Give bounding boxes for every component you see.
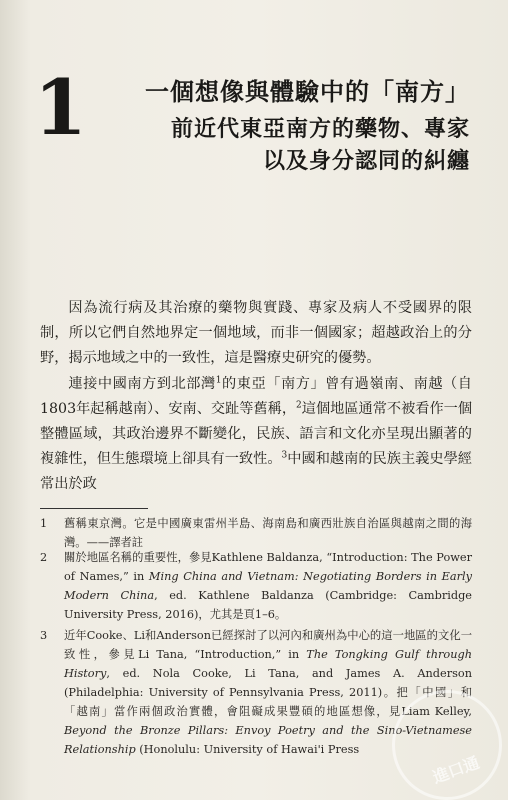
footnote-text (64, 548, 472, 624)
text-segment: (Honolulu: University of Hawai'i Press (135, 743, 360, 756)
text-segment: 的東亞「南方」曾有過嶺南、南越（自1803年起稱越南）、安南、交趾等舊稱， (40, 376, 472, 417)
body-paragraph-2 (40, 372, 472, 497)
footnote-number: 3 (40, 629, 48, 642)
watermark-text: 進口通 (430, 752, 482, 788)
chapter-subtitle-line-1: 前近代東亞南方的藥物、專家 (170, 117, 470, 142)
text-segment: 中國和越南的民族主義史學經常出於政 (40, 451, 472, 492)
book-title: The Tongking Gulf through History (64, 648, 472, 680)
book-title: Beyond the Bronze Pillars: Envoy Poetry and the Sino-Vietnamese Relationship (64, 724, 472, 756)
footnote-ref-1[interactable]: 1 (215, 375, 222, 386)
footnote-2 (40, 548, 472, 624)
text-segment: , ed. Kathlene Baldanza (Cambridge: Cambridge University Press, 2016)，尤其是頁1–6。 (64, 589, 472, 621)
paragraph-text: 因為流行病及其治療的藥物與實踐、專家及病人不受國界的限制，所以它們自然地界定一個地域，而非一個國家；超越政治上的分野，揭示地域之中的一致性，這是醫療史研究的優勢。 (40, 300, 472, 366)
chapter-subtitle-line-2: 以及身分認同的糾纏 (262, 149, 470, 174)
footnote-ref-2[interactable]: 2 (296, 400, 302, 411)
footnote-text: 舊稱東京灣。它是中國廣東雷州半島、海南島和廣西壯族自治區與越南之間的海灣。——譯者註 (64, 517, 472, 549)
text-segment: 這個地區通常不被看作一個整體區域，其政治邊界不斷變化，民族、語言和文化亦呈現出顯著的複雜性，但生態環境上卻具有一致性。 (40, 401, 473, 467)
footnote-number: 2 (40, 551, 48, 564)
footnote-divider (40, 508, 148, 509)
book-title: Ming China and Vietnam: Negotiating Borders in Early Modern China (64, 570, 472, 602)
text-segment: 關於地區名稱的重要性，參見Kathlene Baldanza, “Introduction: The Power of Names,” in (64, 551, 472, 583)
footnote-ref-3[interactable]: 3 (281, 450, 288, 461)
footnote-number: 1 (40, 517, 48, 530)
chapter-number: 1 (34, 63, 87, 152)
body-paragraph-1 (40, 296, 472, 371)
footnote-1 (40, 514, 472, 552)
text-segment: 近年Cooke、Li和Anderson已經探討了以河內和廣州為中心的這一地區的文化一致性，參見Li Tana, “Introduction,” in (64, 629, 472, 661)
text-segment: , ed. Nola Cooke, Li Tana, and James A. Anderson (Philadelphia: University of Pennsylvania Press, 2011)。把「中國」和「越南」當作兩個政治實體，會阻礙成果豐碩的地區想像，見Liam Kelley, (64, 667, 472, 718)
text-segment: 連接中國南方到北部灣 (68, 376, 216, 392)
paragraph-text (40, 372, 472, 497)
chapter-title: 一個想像與體驗中的「南方」 (145, 78, 470, 106)
